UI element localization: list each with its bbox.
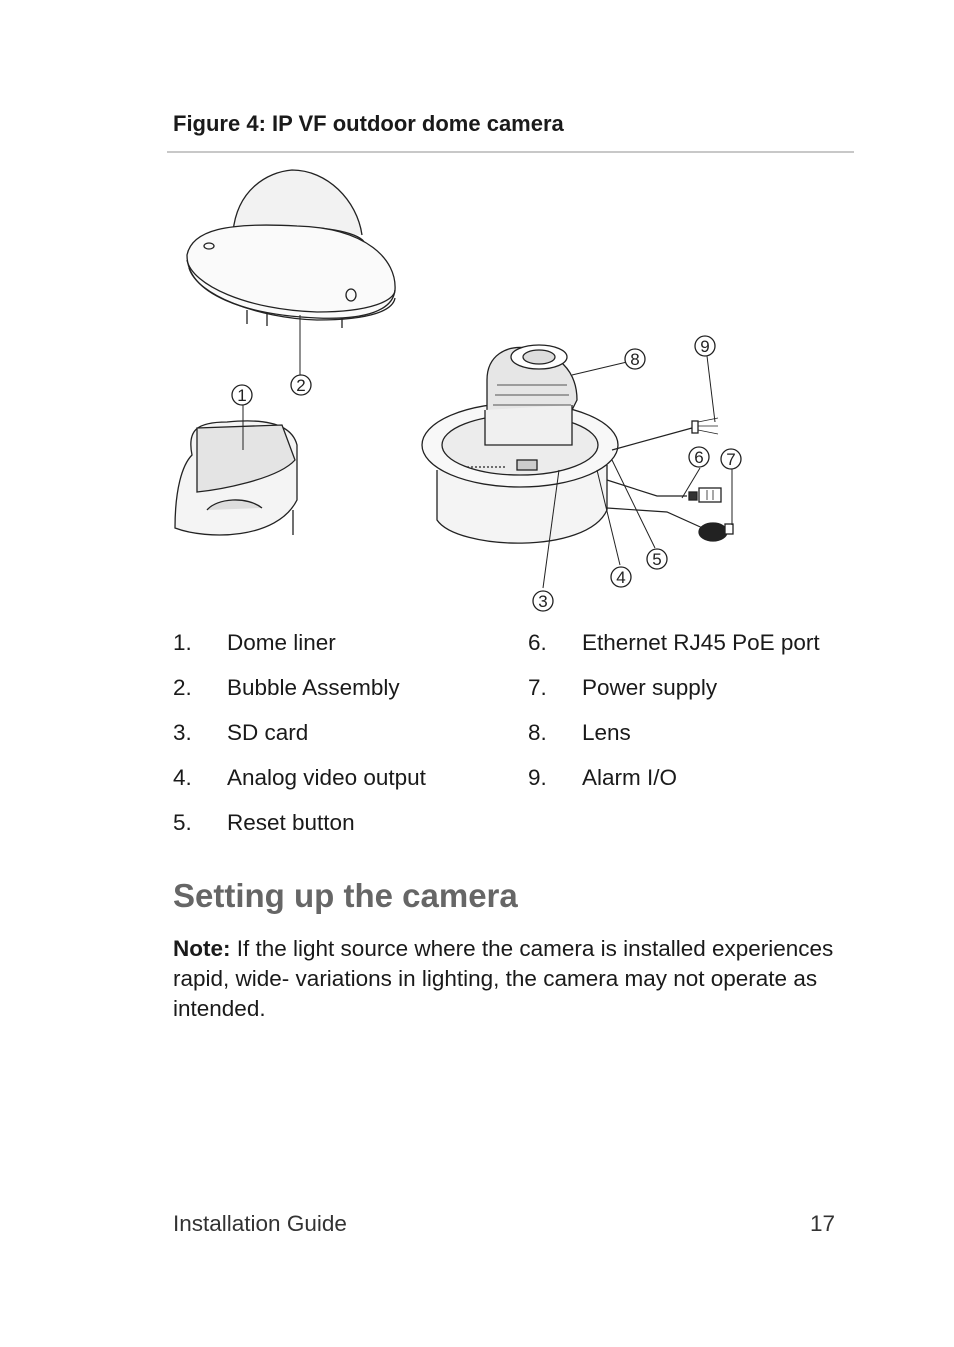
- note-text: If the light source where the camera is installed experiences rapid, wide- variations in lighting, the camera may not operate as intended.: [173, 936, 834, 1021]
- dome-liner-drawing: [175, 421, 297, 535]
- legend-number: 7.: [528, 675, 547, 700]
- callout-8: 8: [630, 350, 640, 369]
- callout-7: 7: [726, 450, 736, 469]
- note-paragraph: [173, 934, 863, 1024]
- legend-number: 8.: [528, 720, 547, 745]
- legend-number: 2.: [173, 675, 192, 700]
- legend-label: Analog video output: [227, 765, 426, 790]
- bubble-assembly-drawing: [187, 170, 395, 328]
- figure-caption: Figure 4: IP VF outdoor dome camera: [173, 111, 564, 136]
- footer-document-title: Installation Guide: [173, 1211, 347, 1236]
- legend-number: 9.: [528, 765, 547, 790]
- legend-label: Dome liner: [227, 630, 336, 655]
- callout-9: 9: [700, 337, 710, 356]
- legend-number: 3.: [173, 720, 192, 745]
- camera-exploded-diagram: [167, 160, 854, 620]
- callout-1: 1: [237, 386, 247, 405]
- legend-number: 5.: [173, 810, 192, 835]
- footer-page-number: 17: [810, 1211, 836, 1236]
- callout-2: 2: [296, 376, 306, 395]
- legend-label: Alarm I/O: [582, 765, 678, 790]
- legend-label: Bubble Assembly: [227, 675, 400, 700]
- callout-6: 6: [694, 448, 704, 467]
- caption-divider: [167, 151, 854, 153]
- legend-number: 1.: [173, 630, 192, 655]
- legend-label: Ethernet RJ45 PoE port: [582, 630, 820, 655]
- callout-3: 3: [538, 592, 548, 611]
- camera-module-drawing: [422, 345, 736, 543]
- legend-label: SD card: [227, 720, 309, 745]
- callout-5: 5: [652, 550, 662, 569]
- legend-number: 6.: [528, 630, 547, 655]
- legend-label: Lens: [582, 720, 631, 745]
- section-heading: Setting up the camera: [173, 877, 518, 914]
- legend-label: Power supply: [582, 675, 718, 700]
- legend-label: Reset button: [227, 810, 355, 835]
- callout-4: 4: [616, 568, 626, 587]
- note-label: Note:: [173, 936, 231, 961]
- legend-number: 4.: [173, 765, 192, 790]
